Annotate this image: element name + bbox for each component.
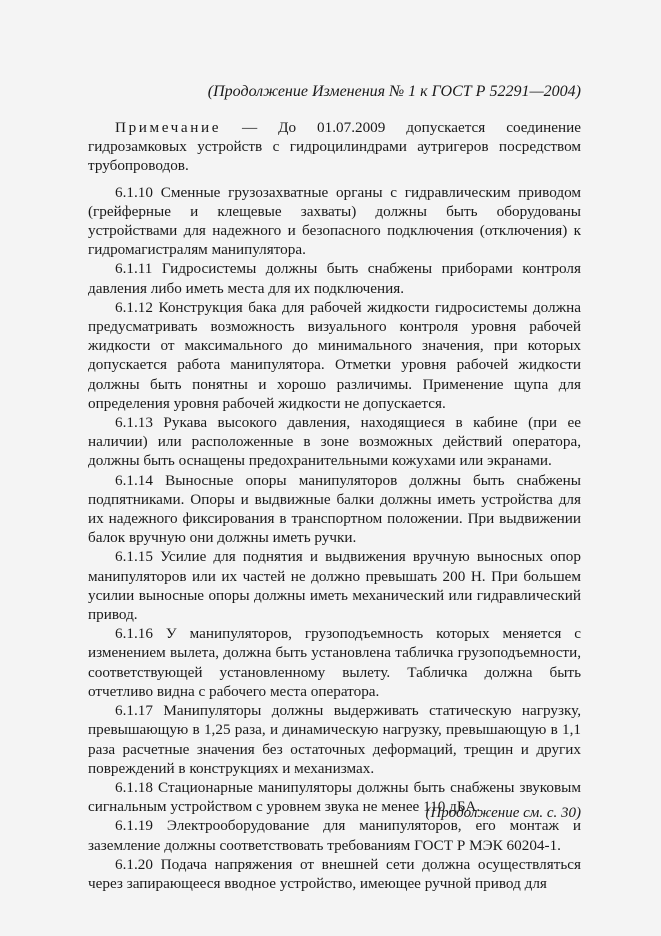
note-paragraph <box>88 118 581 176</box>
clause-6-1-11: 6.1.11 Гидросистемы должны быть снабжены приборами контроля давления либо иметь места для их подключения. <box>88 260 581 297</box>
clause-6-1-19: 6.1.19 Электрооборудование для манипуляторов, его монтаж и заземление должны соответствовать требованиям ГОСТ Р МЭК 60204-1. <box>88 817 581 854</box>
note-label: Примечание <box>115 119 222 136</box>
clause-6-1-12: 6.1.12 Конструкция бака для рабочей жидкости гидросистемы должна предусматривать возможность визуального контроля уровня рабочей жидкости от максимального до минимального значения, при которых допускается работа манипулятора. Отметки уровня рабочей жидкости должны быть понятны и хорошо различимы. Применение щупа для определения уровня рабочей жидкости не допускается. <box>88 298 581 412</box>
clause-6-1-15: 6.1.15 Усилие для поднятия и выдвижения вручную выносных опор манипуляторов или их частей не должно превышать 200 Н. При большем усилии выносные опоры должны иметь механический или гидравлический привод. <box>88 548 581 624</box>
clause-6-1-16: 6.1.16 У манипуляторов, грузоподъемность которых меняется с изменением вылета, должна быть установлена табличка грузоподъемности, соответствующей установленному вылету. Табличка должна быть отчетливо видна с рабочего места оператора. <box>88 625 581 700</box>
clause-6-1-18: 6.1.18 Стационарные манипуляторы должны быть снабжены звуковым сигнальным устройством с уровнем звука не менее 110 дБА. <box>88 778 581 816</box>
clause-6-1-10: 6.1.10 Сменные грузозахватные органы с гидравлическим приводом (грейферные и клещевые захваты) должны быть оборудованы устройствами для надежного и безопасного подключения (отключения) к гидромагистралям манипулятора. <box>88 183 581 259</box>
note-text: — До 01.07.2009 допускается соединение гидрозамковых устройств с гидроцилиндрами аутригеров посредством трубопроводов. <box>88 119 581 175</box>
clause-6-1-17: 6.1.17 Манипуляторы должны выдерживать статическую нагрузку, превышающую в 1,25 раза, и динамическую нагрузку, превышающую в 1,1 раза расчетные значения без остаточных деформаций, трещин и других повреждений в конструкциях и механизмах. <box>88 702 581 777</box>
clause-6-1-13: 6.1.13 Рукава высокого давления, находящиеся в кабине (при ее наличии) или расположенные в зоне возможных действий оператора, должны быть оснащены предохранительными кожухами или экранами. <box>88 414 581 470</box>
continuation-footer: (Продолжение см. с. 30) <box>425 805 581 821</box>
clause-6-1-14: 6.1.14 Выносные опоры манипуляторов должны быть снабжены подпятниками. Опоры и выдвижные балки должны иметь устройства для их надежного фиксирования в транспортном положении. При выдвижении балок вручную они должны иметь ручки. <box>88 471 581 547</box>
document-body <box>88 118 581 893</box>
continuation-header: (Продолжение Изменения № 1 к ГОСТ Р 52291—2004) <box>207 83 581 100</box>
clause-6-1-20: 6.1.20 Подача напряжения от внешней сети должна осуществляться через запирающееся вводное устройство, имеющее ручной привод для <box>88 855 581 892</box>
